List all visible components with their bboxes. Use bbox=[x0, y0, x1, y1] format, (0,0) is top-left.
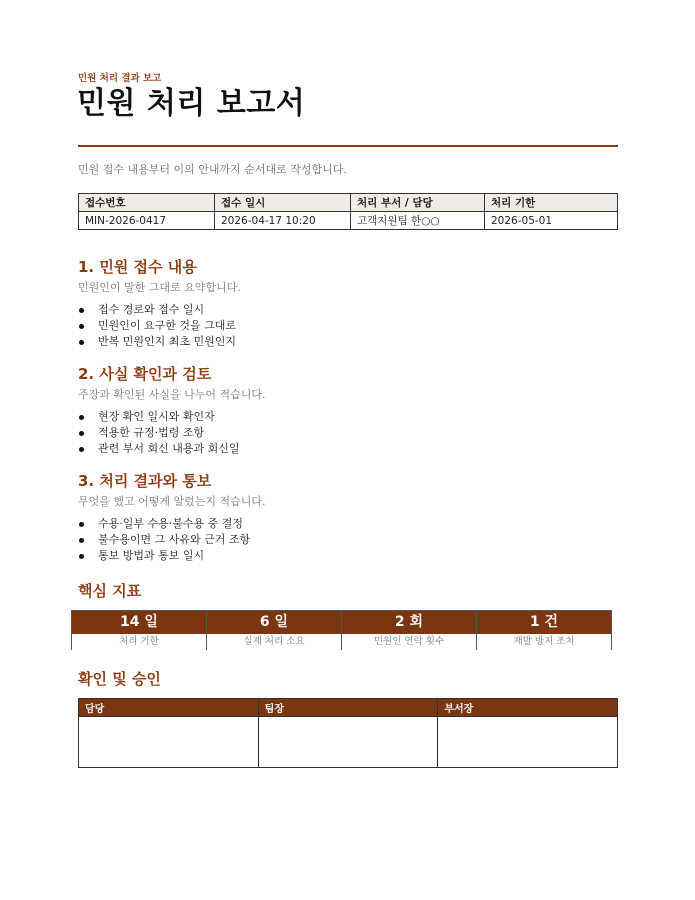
list-item: 적용한 규정·법령 조항 bbox=[78, 425, 618, 441]
kpi-item-actual-duration bbox=[207, 611, 342, 649]
kpi-strip bbox=[71, 610, 612, 650]
signature-box-team-lead[interactable] bbox=[258, 717, 438, 768]
list-item: 관련 부서 회신 내용과 회신일 bbox=[78, 441, 618, 457]
kpi-item-deadline bbox=[72, 611, 207, 649]
kpi-value: 6 일 bbox=[207, 611, 341, 634]
header-received-at: 접수 일시 bbox=[215, 194, 351, 212]
list-item: 민원인이 요구한 것을 그대로 bbox=[78, 318, 618, 334]
section-heading: 2. 사실 확인과 검토 bbox=[78, 365, 212, 383]
kpi-heading: 핵심 지표 bbox=[78, 582, 142, 600]
list-item: 접수 경로와 접수 일시 bbox=[78, 302, 618, 318]
kpi-label: 재발 방지 조치 bbox=[477, 634, 611, 650]
section-description: 민원인이 말한 그대로 요약합니다. bbox=[78, 281, 241, 294]
value-deadline: 2026-05-01 bbox=[485, 212, 618, 230]
approval-header-department-head: 부서장 bbox=[438, 699, 618, 717]
case-info-header-row bbox=[79, 194, 618, 212]
signature-box-department-head[interactable] bbox=[438, 717, 618, 768]
header-deadline: 처리 기한 bbox=[485, 194, 618, 212]
kpi-label: 처리 기한 bbox=[72, 634, 206, 650]
header-case-number: 접수번호 bbox=[79, 194, 215, 212]
section-list bbox=[78, 409, 618, 457]
section-heading: 1. 민원 접수 내용 bbox=[78, 258, 197, 276]
list-item: 반복 민원인지 최초 민원인지 bbox=[78, 334, 618, 350]
list-item: 불수용이면 그 사유와 근거 조항 bbox=[78, 532, 618, 548]
intro-text: 민원 접수 내용부터 이의 안내까지 순서대로 작성합니다. bbox=[78, 163, 347, 176]
signature-box-staff[interactable] bbox=[79, 717, 259, 768]
case-info-value-row bbox=[79, 212, 618, 230]
title-divider bbox=[78, 145, 618, 147]
page-title: 민원 처리 보고서 bbox=[77, 86, 306, 121]
list-item: 통보 방법과 통보 일시 bbox=[78, 548, 618, 564]
section-result-notice bbox=[78, 471, 618, 564]
approval-header-team-lead: 팀장 bbox=[258, 699, 438, 717]
list-item: 현장 확인 일시와 확인자 bbox=[78, 409, 618, 425]
section-list bbox=[78, 516, 618, 564]
approval-table bbox=[78, 698, 618, 768]
approval-signature-row bbox=[79, 717, 618, 768]
kpi-label: 민원인 연락 횟수 bbox=[342, 634, 476, 650]
kpi-item-contact-count bbox=[342, 611, 477, 649]
section-heading: 3. 처리 결과와 통보 bbox=[78, 472, 212, 490]
section-complaint-content bbox=[78, 257, 618, 350]
header-department: 처리 부서 / 담당 bbox=[351, 194, 485, 212]
report-eyebrow: 민원 처리 결과 보고 bbox=[78, 73, 162, 84]
section-list bbox=[78, 302, 618, 350]
value-received-at: 2026-04-17 10:20 bbox=[215, 212, 351, 230]
approval-header-staff: 담당 bbox=[79, 699, 259, 717]
kpi-item-prevention bbox=[477, 611, 611, 649]
kpi-label: 실제 처리 소요 bbox=[207, 634, 341, 650]
section-fact-review bbox=[78, 364, 618, 457]
section-description: 주장과 확인된 사실을 나누어 적습니다. bbox=[78, 388, 266, 401]
kpi-value: 2 회 bbox=[342, 611, 476, 634]
section-description: 무엇을 했고 어떻게 알렸는지 적습니다. bbox=[78, 495, 266, 508]
approval-header-row bbox=[79, 699, 618, 717]
kpi-value: 1 건 bbox=[477, 611, 611, 634]
value-department: 고객지원팀 한○○ bbox=[351, 212, 485, 230]
case-info-table bbox=[78, 193, 618, 230]
value-case-number: MIN-2026-0417 bbox=[79, 212, 215, 230]
kpi-value: 14 일 bbox=[72, 611, 206, 634]
list-item: 수용·일부 수용·불수용 중 결정 bbox=[78, 516, 618, 532]
approval-heading: 확인 및 승인 bbox=[78, 670, 161, 688]
